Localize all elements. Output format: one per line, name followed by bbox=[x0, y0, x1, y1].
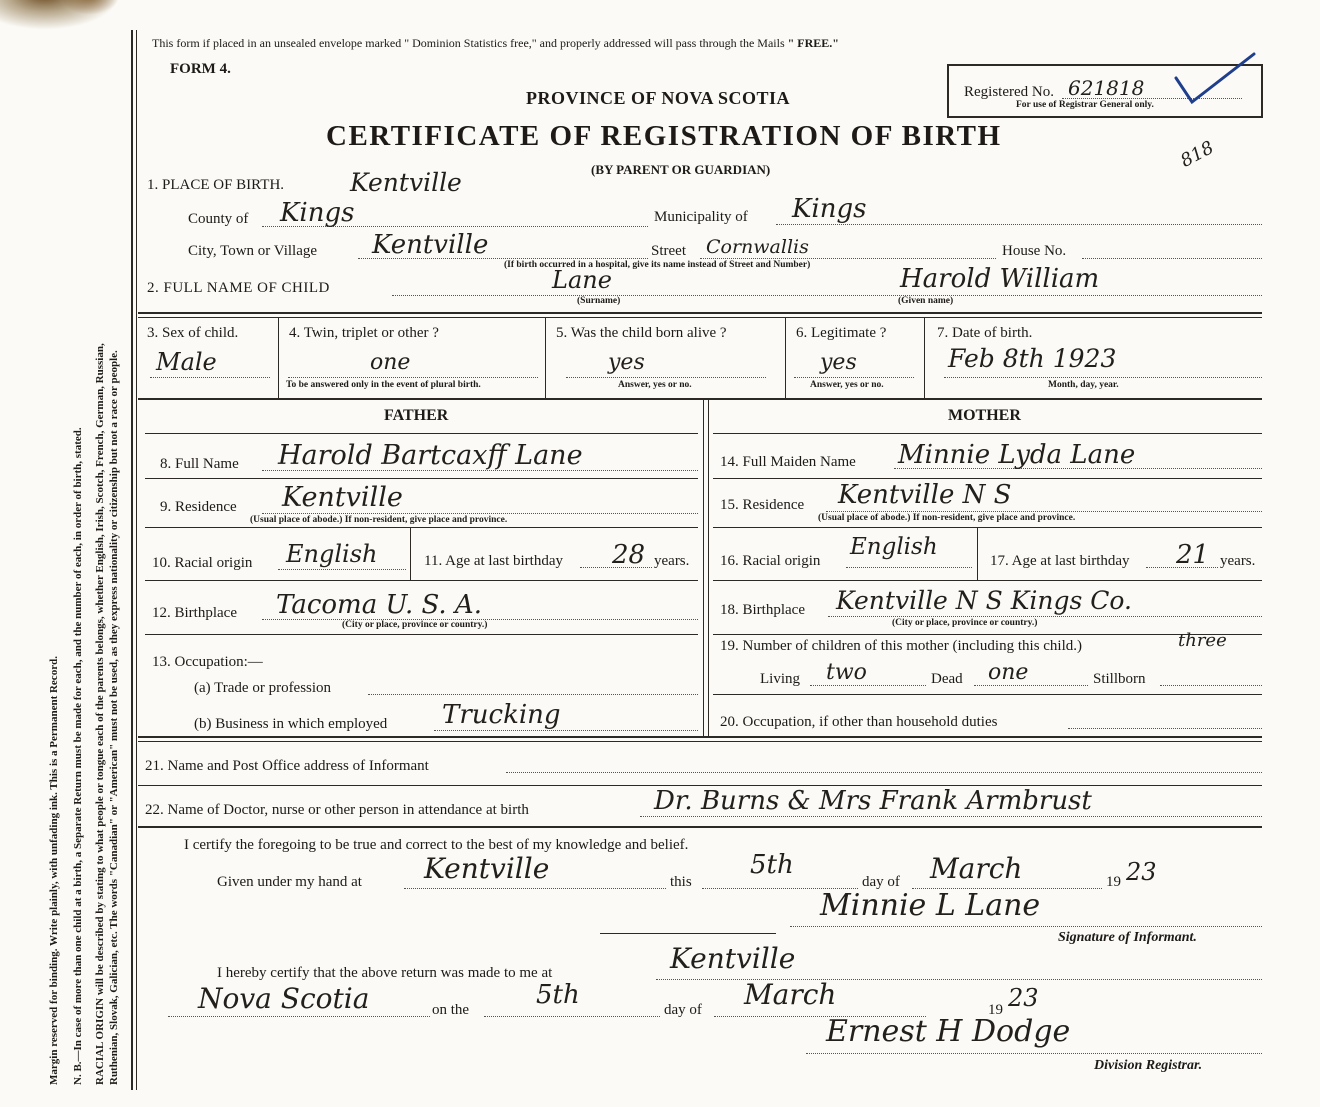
informant-dots bbox=[506, 772, 1262, 773]
frame-left-rule bbox=[131, 30, 133, 1090]
municipality-label: Municipality of bbox=[654, 209, 748, 225]
father-age-divider bbox=[410, 528, 411, 580]
born-alive-note: Answer, yes or no. bbox=[618, 380, 692, 390]
mother-rule-3 bbox=[713, 527, 1262, 528]
dead-dots bbox=[974, 685, 1088, 686]
date-of-birth-value: Feb 8th 1923 bbox=[948, 344, 1117, 373]
mother-children-label: 19. Number of children of this mother (including this child.) bbox=[720, 638, 1083, 654]
child-surname: Lane bbox=[552, 266, 612, 294]
given-under-hand-label: Given under my hand at bbox=[217, 874, 362, 890]
certify-day-of-label: day of bbox=[862, 874, 900, 890]
street-value: Cornwallis bbox=[706, 236, 809, 258]
father-racial-origin-value: English bbox=[286, 540, 378, 568]
father-racial-origin-label: 10. Racial origin bbox=[152, 555, 253, 571]
registrar-province-dots bbox=[168, 1016, 430, 1017]
mother-residence-value: Kentville N S bbox=[838, 480, 1012, 510]
row3-top-rule-2 bbox=[138, 317, 1262, 318]
surname-note: (Surname) bbox=[577, 296, 621, 306]
mother-rule-4 bbox=[713, 580, 1262, 581]
row3-divider-2 bbox=[545, 318, 546, 398]
legitimate-note: Answer, yes or no. bbox=[810, 380, 884, 390]
informant-top-rule bbox=[138, 736, 1262, 738]
row3-divider-3 bbox=[785, 318, 786, 398]
mother-occupation-label: 20. Occupation, if other than household duties bbox=[720, 714, 998, 730]
county-value: Kings bbox=[280, 198, 355, 228]
father-business-label: (b) Business in which employed bbox=[194, 716, 388, 732]
form-number: FORM 4. bbox=[170, 61, 231, 77]
informant-top-rule-2 bbox=[138, 741, 1262, 742]
father-occupation-label: 13. Occupation:— bbox=[152, 654, 263, 670]
dead-value: one bbox=[988, 660, 1029, 685]
mother-rule-1 bbox=[713, 433, 1262, 434]
county-label: County of bbox=[188, 211, 249, 227]
father-birthplace-label: 12. Birthplace bbox=[152, 605, 237, 621]
father-age-value: 28 bbox=[612, 540, 646, 570]
child-given-name: Harold William bbox=[900, 264, 1100, 294]
father-rule-2 bbox=[145, 478, 698, 479]
mother-racial-origin-dots bbox=[846, 567, 972, 568]
house-number-label: House No. bbox=[1002, 243, 1067, 259]
given-place-dots bbox=[404, 888, 666, 889]
father-rule-1 bbox=[145, 433, 698, 434]
dead-label: Dead bbox=[931, 671, 963, 687]
mother-rule-6 bbox=[713, 694, 1262, 695]
child-name-dots bbox=[392, 295, 1262, 296]
twin-dots bbox=[288, 377, 538, 378]
stillborn-label: Stillborn bbox=[1093, 671, 1146, 687]
registrar-on-the-label: on the bbox=[432, 1002, 470, 1018]
check-mark-icon bbox=[1170, 50, 1260, 110]
registrar-signature-label: Division Registrar. bbox=[1094, 1058, 1203, 1073]
mother-birthplace-note: (City or place, province or country.) bbox=[892, 618, 1038, 628]
municipality-dots bbox=[776, 224, 1262, 225]
given-name-note: (Given name) bbox=[898, 296, 954, 306]
registrar-signature-dots bbox=[806, 1053, 1262, 1054]
father-birthplace-value: Tacoma U. S. A. bbox=[276, 590, 482, 620]
city-label: City, Town or Village bbox=[188, 243, 318, 259]
certify-month-value: March bbox=[930, 852, 1023, 885]
mail-free-text: " FREE." bbox=[787, 36, 839, 50]
doctor-bottom-rule bbox=[138, 826, 1262, 828]
father-business-dots bbox=[434, 730, 698, 731]
parents-divider-a bbox=[703, 400, 704, 736]
certify-year-prefix: 19 bbox=[1106, 874, 1121, 890]
registrar-day-dots bbox=[484, 1016, 660, 1017]
province-heading: PROVINCE OF NOVA SCOTIA bbox=[526, 88, 791, 108]
place-of-birth-label: 1. PLACE OF BIRTH. bbox=[147, 177, 285, 193]
mother-birthplace-dots bbox=[828, 616, 1262, 617]
given-place-value: Kentville bbox=[424, 852, 550, 885]
municipality-value: Kings bbox=[792, 194, 867, 224]
doctor-dots bbox=[640, 816, 1262, 817]
mother-birthplace-label: 18. Birthplace bbox=[720, 602, 805, 618]
father-age-label: 11. Age at last birthday bbox=[424, 553, 563, 569]
certify-this-label: this bbox=[670, 874, 692, 890]
twin-value: one bbox=[370, 350, 411, 375]
father-rule-5 bbox=[145, 634, 698, 635]
mail-notice-text: This form if placed in an unsealed envelope marked " Dominion Statistics free," and properly addressed will pass through the Mails bbox=[152, 36, 785, 50]
mother-residence-note: (Usual place of abode.) If non-resident, give place and province. bbox=[818, 513, 1076, 523]
father-name-value: Harold Bartcaxff Lane bbox=[278, 440, 583, 471]
mother-birthplace-value: Kentville N S Kings Co. bbox=[836, 586, 1132, 615]
mother-rule-2 bbox=[713, 478, 1262, 479]
mother-racial-origin-value: English bbox=[850, 534, 938, 560]
legitimate-dots bbox=[794, 377, 914, 378]
mother-age-unit: years. bbox=[1220, 553, 1256, 569]
registrar-certify-text: I hereby certify that the above return was made to me at bbox=[217, 965, 553, 981]
section-separator bbox=[600, 933, 776, 934]
frame-left-rule-inner bbox=[136, 30, 137, 1090]
registrar-day-of-label: day of bbox=[664, 1002, 702, 1018]
father-residence-dots bbox=[262, 513, 698, 514]
father-rule-4 bbox=[145, 580, 698, 581]
father-rule-3 bbox=[145, 527, 698, 528]
father-heading: FATHER bbox=[384, 407, 449, 424]
sex-label: 3. Sex of child. bbox=[147, 325, 239, 341]
certificate-title: CERTIFICATE OF REGISTRATION OF BIRTH bbox=[326, 120, 1002, 152]
registrar-year-prefix: 19 bbox=[988, 1002, 1003, 1018]
registrar-province-value: Nova Scotia bbox=[198, 982, 370, 1015]
mother-racial-origin-label: 16. Racial origin bbox=[720, 553, 821, 569]
living-label: Living bbox=[760, 671, 800, 687]
registrar-place-value: Kentville bbox=[670, 942, 796, 975]
margin-line-2: N. B.—In case of more than one child at a birth, a Separate Return must be made for each, and the number of each, in order of birth, stated. bbox=[72, 427, 84, 1085]
born-alive-dots bbox=[566, 377, 766, 378]
father-residence-label: 9. Residence bbox=[160, 499, 237, 515]
informant-signature-dots bbox=[790, 926, 1262, 927]
date-of-birth-dots bbox=[944, 377, 1262, 378]
informant-certify-text: I certify the foregoing to be true and correct to the best of my knowledge and belief. bbox=[184, 837, 689, 853]
father-business-value: Trucking bbox=[442, 700, 561, 730]
registered-label: Registered No. bbox=[964, 84, 1054, 100]
certificate-subtitle: (BY PARENT OR GUARDIAN) bbox=[591, 162, 771, 177]
margin-line-3: RACIAL ORIGIN will be described by stating to what people or tongue each of the parents belongs, whether English, Irish, Scotch, French, German, Russian, bbox=[94, 343, 106, 1085]
registrar-day-value: 5th bbox=[536, 980, 580, 1010]
twin-label: 4. Twin, triplet or other ? bbox=[289, 325, 439, 341]
living-dots bbox=[810, 685, 926, 686]
date-of-birth-label: 7. Date of birth. bbox=[937, 325, 1033, 341]
mother-age-value: 21 bbox=[1176, 540, 1210, 570]
registered-note: For use of Registrar General only. bbox=[1016, 100, 1154, 110]
sex-dots bbox=[150, 377, 270, 378]
row3-top-rule bbox=[138, 312, 1262, 314]
margin-line-4: Ruthenian, Slovak, Galician, etc. The words "Canadian" or "American" must not be used, as they express nationality or citizenship but not a race or people. bbox=[108, 350, 120, 1085]
date-of-birth-note: Month, day, year. bbox=[1048, 380, 1119, 390]
mother-name-value: Minnie Lyda Lane bbox=[898, 440, 1136, 470]
father-trade-label: (a) Trade or profession bbox=[194, 680, 332, 696]
doctor-value: Dr. Burns & Mrs Frank Armbrust bbox=[654, 786, 1092, 816]
city-value: Kentville bbox=[372, 230, 489, 260]
row3-bottom-rule bbox=[138, 398, 1262, 400]
father-residence-value: Kentville bbox=[282, 482, 403, 513]
born-alive-value: yes bbox=[608, 350, 645, 375]
row3-divider-4 bbox=[924, 318, 925, 398]
mother-age-divider bbox=[977, 528, 978, 580]
stillborn-dots bbox=[1160, 685, 1262, 686]
street-dots bbox=[700, 258, 996, 259]
mother-name-label: 14. Full Maiden Name bbox=[720, 454, 856, 470]
hospital-note: (If birth occurred in a hospital, give its name instead of Street and Number) bbox=[504, 260, 811, 270]
mail-notice bbox=[152, 36, 839, 51]
margin-line-1: Margin reserved for binding. Write plainly, with unfading ink. This is a Permanent Record. bbox=[48, 656, 60, 1085]
margin-notes bbox=[0, 35, 130, 1095]
mother-residence-dots bbox=[826, 511, 1262, 512]
house-number-dots bbox=[1082, 258, 1262, 259]
father-residence-note: (Usual place of abode.) If non-resident, give place and province. bbox=[250, 515, 508, 525]
born-alive-label: 5. Was the child born alive ? bbox=[556, 325, 727, 341]
mother-age-label: 17. Age at last birthday bbox=[990, 553, 1130, 569]
father-name-label: 8. Full Name bbox=[160, 456, 239, 472]
child-name-label: 2. FULL NAME OF CHILD bbox=[147, 280, 330, 296]
mother-children-value: three bbox=[1178, 630, 1227, 651]
father-birthplace-note: (City or place, province or country.) bbox=[342, 620, 488, 630]
parents-divider-b bbox=[708, 400, 709, 736]
informant-label: 21. Name and Post Office address of Informant bbox=[145, 758, 429, 774]
father-age-unit: years. bbox=[654, 553, 690, 569]
certify-year-value: 23 bbox=[1126, 858, 1157, 886]
place-of-birth-value: Kentville bbox=[350, 168, 462, 197]
informant-signature-label: Signature of Informant. bbox=[1058, 930, 1197, 945]
doctor-label: 22. Name of Doctor, nurse or other person in attendance at birth bbox=[145, 802, 529, 818]
twin-note: To be answered only in the event of plural birth. bbox=[286, 380, 481, 390]
sex-value: Male bbox=[156, 348, 217, 376]
informant-signature: Minnie L Lane bbox=[820, 888, 1041, 923]
corner-mark: 818 bbox=[1177, 137, 1218, 172]
father-trade-dots bbox=[368, 694, 698, 695]
certify-day-value: 5th bbox=[750, 850, 794, 880]
registrar-year-value: 23 bbox=[1008, 984, 1039, 1012]
legitimate-value: yes bbox=[820, 350, 857, 375]
registrar-month-value: March bbox=[744, 978, 837, 1011]
registered-number: 621818 bbox=[1068, 76, 1145, 100]
father-racial-origin-dots bbox=[278, 569, 406, 570]
mother-occupation-dots bbox=[1068, 728, 1262, 729]
living-value: two bbox=[826, 660, 867, 685]
legitimate-label: 6. Legitimate ? bbox=[796, 325, 887, 341]
mother-heading: MOTHER bbox=[948, 407, 1021, 424]
mother-residence-label: 15. Residence bbox=[720, 497, 805, 513]
registrar-signature: Ernest H Dodge bbox=[826, 1014, 1071, 1049]
row3-divider-1 bbox=[278, 318, 279, 398]
street-label: Street bbox=[651, 243, 686, 259]
